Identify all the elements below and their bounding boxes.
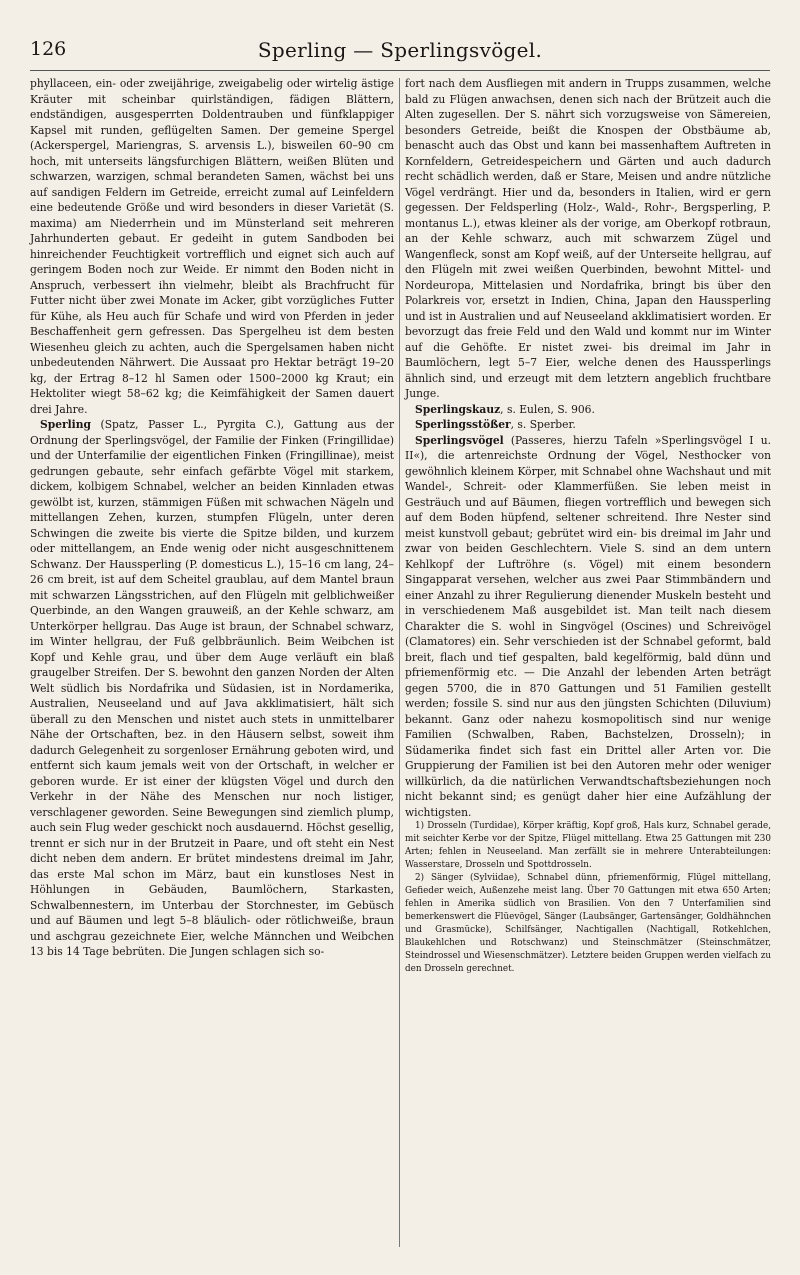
entry-lemma: Sperling	[40, 418, 91, 431]
running-header	[30, 38, 770, 66]
entry-lemma: Sperlingskauz	[415, 402, 501, 416]
entry-sperlingsstoesser: Sperlingsstößer, s. Sperber.	[415, 418, 576, 431]
footnote-drosseln: 1) Drosseln (Turdidae), Körper kräftig, Kopf groß, Hals kurz, Schnabel gerade, mit seichter Kerbe vor der Spitze, Flügel mittellang. Etwa 25 Gattungen mit 230 Arten; fehlen in Neuseeland. Man zerfällt sie in mehrere Unterabteilungen: Wasserstare, Drosseln und Spottdrosseln.	[405, 821, 771, 870]
entry-sperlingskauz: Sperlingskauz, s. Eulen, S. 906.	[415, 402, 595, 416]
entry-sperling-continued: fort nach dem Ausfliegen mit andern in Trupps zusammen, welche bald zu Flügen anwachsen, denen sich nach der Brützeit auch die Alten zugesellen. Der S. nährt sich vorzugsweise von Sämereien, besonders Getreide, beißt die Knospen der Obstbäume ab, benascht auch das Obst und kann bei massenhaftem Auftreten in Kornfeldern, Getreidespeichern und Gärten und auch dadurch recht schädlich werden, daß er Stare, Meisen und andre nützliche Vögel verdrängt. Hier und da, besonders in Italien, wird er gern gegessen. Der Feldsperling (Holz-, Wald-, Rohr-, Bergsperling, P. montanus L.), etwas kleiner als der vorige, am Oberkopf rotbraun, an der Kehle schwarz, auch mit schwarzem Zügel und Wangenfleck, sonst am Kopf weiß, auf der Unterseite hellgrau, auf den Flügeln mit zwei weißen Querbinden, bewohnt Mittel- und Nordeuropa, Mittelasien und Nordafrika, bringt bis über den Polarkreis vor, ersetzt in Indien, China, Japan den Haussperling und ist in Australien und auf Neuseeland akklimatisiert worden. Er bevorzugt das freie Feld und den Wald und kommt nur im Winter auf die Gehöfte. Er nistet zwei- bis dreimal im Jahr in Baumlöchern, legt 5–7 Eier, welche denen des Haussperlings ähnlich sind, und erzeugt mit dem letztern angeblich fruchtbare Junge.	[405, 77, 771, 400]
right-column	[405, 76, 771, 976]
entry-sperling: Sperling (Spatz, Passer L., Pyrgita C.), Gattung aus der Ordnung der Sperlingsvögel, der Familie der Finken (Fringillidae) und der Unterfamilie der eigentlichen Finken (Fringillinae), meist gedrungen gebaute, sehr einfach gefärbte Vögel mit starkem, dickem, kolbigem Schnabel, welcher an beiden Kinnladen etwas gewölbt ist, kurzen, stämmigen Füßen mit schwachen Nägeln und mittellangen Zehen, kurzen, stumpfen Flügeln, unter deren Schwingen die zweite bis vierte die Spitze bilden, und kurzem oder mittellangem, an Ende wenig oder nicht ausgeschnittenem Schwanz. Der Haussperling (P. domesticus L.), 15–16 cm lang, 24–26 cm breit, ist auf dem Scheitel graublau, auf dem Mantel braun mit schwarzen Längsstrichen, auf den Flügeln mit gelblichweißer Querbinde, an den Wangen grauweiß, an der Kehle schwarz, am Unterkörper hellgrau. Das Auge ist braun, der Schnabel schwarz, im Winter hellgrau, der Fuß gelbbräunlich. Beim Weibchen ist Kopf und Kehle grau, und über dem Auge verläuft ein blaß graugelber Streifen. Der S. bewohnt den ganzen Norden der Alten Welt südlich bis Nordafrika und Südasien, ist in Nordamerika, Australien, Neuseeland und auf Java akklimatisiert, hält sich überall zu den Menschen und nistet auch stets in unmittelbarer Nähe der Ortschaften, bez. in den Häusern selbst, soweit ihm dadurch Gelegenheit zu sorgenloser Ernährung geboten wird, und entfernt sich kaum jemals weit von der Ortschaft, in welcher er geboren wurde. Er ist einer der klügsten Vögel und durch den Verkehr in der Nähe des Menschen nur noch listiger, verschlagener geworden. Seine Bewegungen sind ziemlich plump, auch sein Flug weder geschickt noch ausdauernd. Höchst gesellig, trennt er sich nur in der Brutzeit in Paare, und oft steht ein Nest dicht neben dem andern. Er brütet mindestens dreimal im Jahr, das erste Mal schon im März, baut ein kunstloses Nest in Höhlungen in Gebäuden, Baumlöchern, Starkasten, Schwalbennestern, im Unterbau der Storchnester, im Gebüsch und auf Bäumen und legt 5–8 bläulich- oder rötlichweiße, braun und aschgrau gezeichnete Eier, welche Männchen und Weibchen 13 bis 14 Tage bebrüten. Die Jungen schlagen sich so-	[30, 418, 394, 958]
entry-lemma: Sperlingsvögel	[415, 433, 504, 447]
running-title: Sperling — Sperlingsvögel.	[257, 38, 543, 62]
page-number: 126	[30, 38, 67, 60]
left-column	[30, 76, 394, 960]
column-divider	[399, 78, 400, 1247]
header-rule	[30, 70, 770, 71]
entry-sperlingsvoegel: Sperlingsvögel (Passeres, hierzu Tafeln »Sperlingsvögel I u. II«), die artenreichste Ordnung der Vögel, Nesthocker von gewöhnlich kleinem Körper, mit Schnabel ohne Wachshaut und mit Wandel-, Schreit- oder Klammerfüßen. Sie leben meist in Gesträuch und auf Bäumen, fliegen vortrefflich und bewegen sich auf dem Boden hüpfend, seltener schreitend. Ihre Nester sind meist kunstvoll gebaut; gebrütet wird ein- bis dreimal im Jahr und zwar von beiden Geschlechtern. Viele S. sind an dem untern Kehlkopf der Luftröhre (s. Vögel) mit einem besondern Singapparat versehen, welcher aus zwei Paar Stimmbändern und einer Anzahl zu ihrer Regulierung dienender Muskeln besteht und in verschiedenem Maß ausgebildet ist. Man teilt nach diesem Charakter die S. wohl in Singvögel (Oscines) und Schreivögel (Clamatores) ein. Sehr verschieden ist der Schnabel geformt, bald breit, flach und tief gespalten, bald kegelförmig, bald dünn und pfriemenförmig etc. — Die Anzahl der lebenden Arten beträgt gegen 5700, die in 870 Gattungen und 51 Familien gestellt werden; fossile S. sind nur aus den jüngsten Schichten (Diluvium) bekannt. Ganz oder nahezu kosmopolitisch sind nur wenige Familien (Schwalben, Raben, Bachstelzen, Drosseln); in Südamerika findet sich fast ein Drittel aller Arten vor. Die Gruppierung der Familien ist bei den Autoren mehr oder weniger willkürlich, da die natürlichen Verwandtschaftsbeziehungen noch nicht bekannt sind; es genügt daher hier eine Aufzählung der wichtigsten.	[405, 433, 771, 819]
entry-spergel-text: phyllaceen, ein- oder zweijährige, zweigabelig oder wirtelig ästige Kräuter mit scheinbar quirlständigen, fädigen Blättern, endständigen, ausgesperrten Doldentrauben und fünfklappiger Kapsel mit runden, geflügelten Samen. Der gemeine Spergel (Ackerspergel, Mariengras, S. arvensis L.), bisweilen 60–90 cm hoch, mit unterseits längsfurchigen Blättern, weißen Blüten und schwarzen, warzigen, schmal berandeten Samen, wächst bei uns auf sandigen Feldern im Getreide, erreicht zumal auf Leinfeldern eine bedeutende Größe und wird besonders in dieser Varietät (S. maxima) am Niederrhein und im Münsterland seit mehreren Jahrhunderten gebaut. Er gedeiht in gutem Sandboden bei hinreichender Feuchtigkeit vortrefflich und eignet sich auch auf geringem Boden noch zur Weide. Er nimmt den Boden nicht in Anspruch, verbessert ihn vielmehr, bleibt als Brachfrucht für Futter nicht über zwei Monate im Acker, gibt vorzügliches Futter für Kühe, als Heu auch für Schafe und wird von Pferden in jeder Beschaffenheit gern gefressen. Das Spergelheu ist dem besten Wiesenheu gleich zu achten, auch die Spergelsamen haben nicht unbedeutenden Nährwert. Die Aussaat pro Hektar beträgt 19–20 kg, der Ertrag 8–12 hl Samen oder 1500–2000 kg Kraut; ein Hektoliter wiegt 58–62 kg; die Keimfähigkeit der Samen dauert drei Jahre.	[30, 77, 394, 416]
footnote-saenger: 2) Sänger (Sylviidae), Schnabel dünn, pfriemenförmig, Flügel mittellang, Gefieder weich, Außenzehe meist lang. Über 70 Gattungen mit etwa 650 Arten; fehlen in Amerika südlich von Brasilien. Von den 7 Unterfamilien sind bemerkenswert die Flüevögel, Sänger (Laubsänger, Gartensänger, Goldhähnchen und Grasmücke), Schilfsänger, Nachtigallen (Nachtigall, Rotkehlchen, Blaukehlchen und Rotschwanz) und Steinschmätzer (Steinschmätzer, Steindrossel und Wiesenschmätzer). Letztere beiden Gruppen werden vielfach zu den Drosseln gerechnet.	[405, 873, 771, 974]
entry-lemma: Sperlingsstößer	[415, 418, 511, 431]
